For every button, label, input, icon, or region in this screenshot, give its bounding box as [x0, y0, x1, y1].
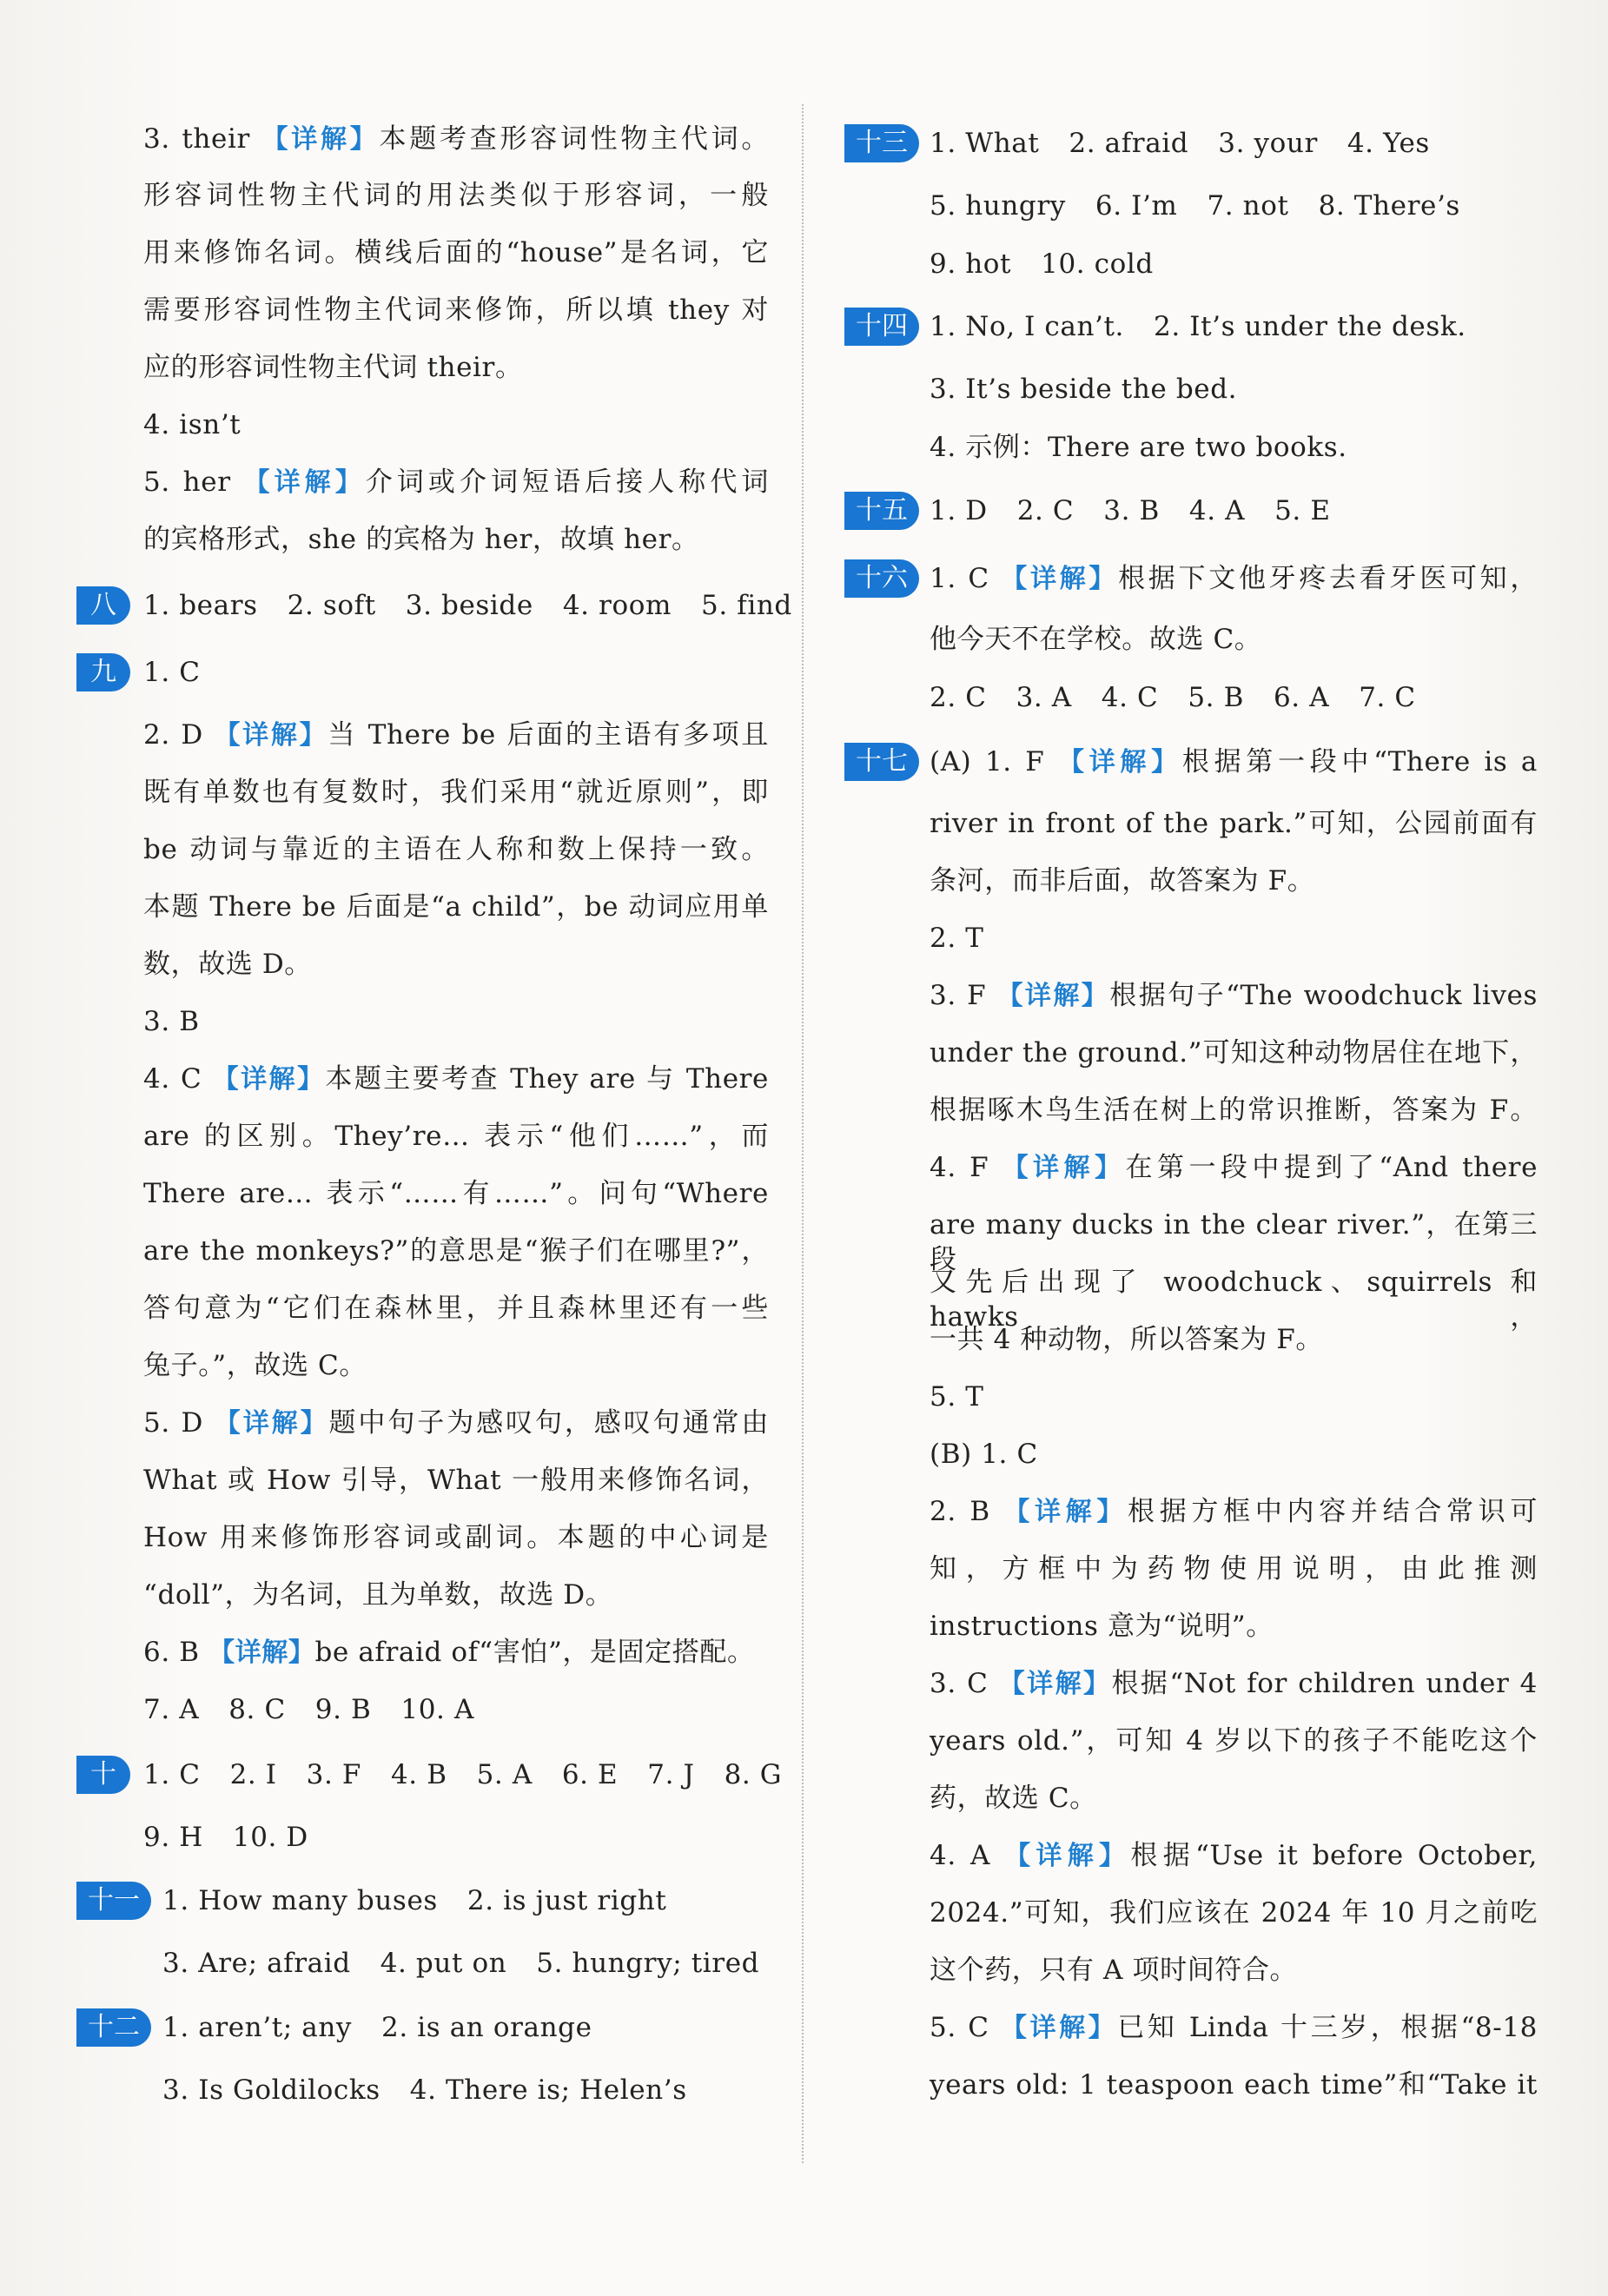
explanation-line: 本题 There be 后面是“a child”，be 动词应用单 — [143, 891, 769, 923]
section-15-answers: 1. D 2. C 3. B 4. A 5. E — [930, 495, 1331, 526]
xiangjie-tag: 【详解】 — [212, 1064, 326, 1095]
explanation-line: are the monkeys?”的意思是“猴子们在哪里?”， — [143, 1235, 769, 1267]
explanation-line: 条河，而非后面，故答案为 F。 — [930, 865, 1315, 897]
answer-line: 5. her 【详解】介词或介词短语后接人称代词 — [143, 466, 769, 498]
xiangjie-tag: 【详解】 — [214, 720, 328, 751]
answer-line: 3. C 【详解】根据“Not for children under 4 — [930, 1668, 1538, 1699]
answer-line: 4. C 【详解】本题主要考查 They are 与 There — [143, 1063, 770, 1095]
answer-line: 6. B 【详解】be afraid of“害怕”，是固定搭配。 — [143, 1637, 755, 1668]
section-17-answers: (A) 1. F 【详解】根据第一段中“There is a — [930, 746, 1539, 777]
xiangjie-tag: 【详解】 — [1001, 564, 1119, 594]
explanation-line: 数，故选 D。 — [143, 949, 312, 980]
section-16-answers: 1. C 【详解】根据下文他牙疼去看牙医可知， — [930, 563, 1538, 594]
explanation-line: years old.”，可知 4 岁以下的孩子不能吃这个 — [930, 1725, 1538, 1757]
xiangjie-tag: 【详解】 — [1003, 1497, 1128, 1527]
explanation-line: are 的区别。They’re… 表示“他们……”，而 — [143, 1121, 769, 1152]
answer-line: 9. H 10. D — [143, 1822, 308, 1853]
answer-line: 5. D 【详解】题中句子为感叹句，感叹句通常由 — [143, 1407, 770, 1439]
answer-line: 4. A 【详解】根据“Use it before October, — [930, 1840, 1538, 1871]
answer-line: 4. isn’t — [143, 409, 242, 440]
explanation-line: 这个药，只有 A 项时间符合。 — [930, 1955, 1298, 1986]
explanation-line: river in front of the park.”可知，公园前面有 — [930, 808, 1538, 839]
explanation-line: 他今天不在学校。故选 C。 — [930, 624, 1262, 655]
section-14-answers: 1. No, I can’t. 2. It’s under the desk. — [930, 311, 1466, 342]
explanation-line: under the ground.”可知这种动物居住在地下， — [930, 1037, 1538, 1069]
section-13-answers: 1. What 2. afraid 3. your 4. Yes — [930, 128, 1430, 159]
xiangjie-tag: 【详解】 — [261, 124, 380, 155]
answer-line: 2. T — [930, 923, 984, 954]
explanation-line: 药，故选 C。 — [930, 1783, 1097, 1814]
explanation-line: 又先后出现了 woodchuck、squirrels 和 hawks， — [930, 1267, 1538, 1333]
answer-line: 2. D 【详解】当 There be 后面的主语有多项且 — [143, 719, 770, 751]
xiangjie-tag: 【详解】 — [998, 1669, 1112, 1699]
section-10-answers: 1. C 2. I 3. F 4. B 5. A 6. E 7. J 8. G — [143, 1759, 783, 1790]
answer-line: 3. It’s beside the bed. — [930, 374, 1238, 405]
explanation-line: 需要形容词性物主代词来修饰，所以填 they 对 — [143, 294, 769, 326]
explanation-line: be 动词与靠近的主语在人称和数上保持一致。 — [143, 834, 769, 865]
answer-line: 3. B — [143, 1006, 200, 1037]
explanation-line: 答句意为“它们在森林里，并且森林里还有一些 — [143, 1293, 769, 1324]
section-11-answers: 1. How many buses 2. is just right — [162, 1885, 667, 1916]
explanation-line: 用来修饰名词。横线后面的“house”是名词，它 — [143, 237, 769, 268]
section-tag-8: 八 — [76, 586, 130, 625]
explanation-line: 2024.”可知，我们应该在 2024 年 10 月之前吃 — [930, 1897, 1538, 1929]
section-tag-14: 十四 — [844, 308, 919, 346]
explanation-line: 形容词性物主代词的用法类似于形容词，一般 — [143, 180, 769, 211]
explanation-line: How 用来修饰形容词或副词。本题的中心词是 — [143, 1522, 769, 1553]
answer-line: 7. A 8. C 9. B 10. A — [143, 1694, 474, 1725]
xiangjie-tag: 【详解】 — [214, 1408, 329, 1439]
explanation-line: 既有单数也有复数时，我们采用“就近原则”，即 — [143, 777, 769, 808]
column-divider — [802, 104, 804, 2163]
answer-line: 3. Are; afraid 4. put on 5. hungry; tired — [162, 1948, 760, 1979]
answer-line: 3. Is Goldilocks 4. There is; Helen’s — [162, 2074, 687, 2106]
section-tag-11: 十一 — [76, 1882, 151, 1920]
section-tag-9: 九 — [76, 653, 130, 691]
explanation-line: 一共 4 种动物，所以答案为 F。 — [930, 1324, 1323, 1355]
explanation-line: 的宾格形式，she 的宾格为 her，故填 her。 — [143, 524, 699, 555]
xiangjie-tag: 【详解】 — [1000, 2013, 1118, 2043]
section-tag-15: 十五 — [844, 492, 919, 530]
explanation-line: are many ducks in the clear river.”，在第三段 — [930, 1209, 1538, 1275]
answer-line: 5. hungry 6. I’m 7. not 8. There’s — [930, 190, 1460, 222]
explanation-line: 兔子。”，故选 C。 — [143, 1350, 367, 1381]
explanation-line: There are… 表示“……有……”。问句“Where — [143, 1178, 769, 1209]
answer-line: 5. T — [930, 1381, 984, 1413]
section-tag-12: 十二 — [76, 2008, 151, 2047]
section-tag-16: 十六 — [844, 559, 919, 598]
answer-line: (B) 1. C — [930, 1439, 1038, 1470]
section-8-answers: 1. bears 2. soft 3. beside 4. room 5. find — [143, 590, 792, 621]
answer-line: 9. hot 10. cold — [930, 248, 1154, 280]
explanation-line: years old: 1 teaspoon each time”和“Take it — [930, 2069, 1538, 2101]
answer-line: 5. C 【详解】已知 Linda 十三岁，根据“8-18 — [930, 2012, 1538, 2043]
explanation-line: 根据啄木鸟生活在树上的常识推断，答案为 F。 — [930, 1095, 1538, 1126]
section-12-answers: 1. aren’t; any 2. is an orange — [162, 2012, 592, 2043]
section-tag-17: 十七 — [844, 743, 919, 781]
answer-line: 2. B 【详解】根据方框中内容并结合常识可 — [930, 1496, 1538, 1527]
explanation-line: 知，方框中为药物使用说明，由此推测 — [930, 1553, 1538, 1585]
xiangjie-tag: 【详解】 — [1057, 747, 1182, 777]
answer-line: 1. C — [143, 657, 201, 688]
answer-line: 2. C 3. A 4. C 5. B 6. A 7. C — [930, 682, 1416, 713]
xiangjie-tag: 【详解】 — [243, 467, 366, 498]
answer-line: 3. F 【详解】根据句子“The woodchuck lives — [930, 980, 1539, 1011]
answer-line: 4. 示例：There are two books. — [930, 432, 1347, 463]
xiangjie-tag: 【详解】 — [1004, 1841, 1131, 1871]
answer-line: 4. F 【详解】在第一段中提到了“And there — [930, 1152, 1539, 1183]
explanation-line: “doll”，为名词，且为单数，故选 D。 — [143, 1579, 613, 1611]
section-tag-13: 十三 — [844, 124, 919, 162]
explanation-line: What 或 How 引导，What 一般用来修饰名词， — [143, 1465, 769, 1496]
xiangjie-tag: 【详解】 — [208, 1638, 315, 1668]
xiangjie-tag: 【详解】 — [1002, 1153, 1126, 1183]
answer-line: 3. their 【详解】本题考查形容词性物主代词。 — [143, 123, 769, 155]
xiangjie-tag: 【详解】 — [996, 981, 1110, 1011]
section-tag-10: 十 — [76, 1756, 130, 1794]
explanation-line: instructions 意为“说明”。 — [930, 1611, 1274, 1642]
explanation-line: 应的形容词性物主代词 their。 — [143, 352, 523, 383]
